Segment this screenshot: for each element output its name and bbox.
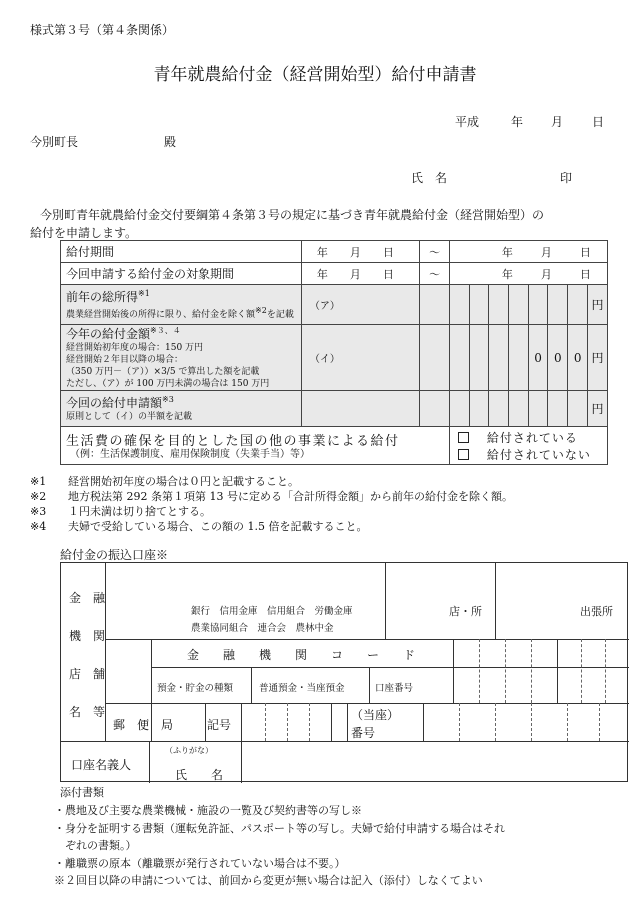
form-number: 様式第３号（第４条関係） — [30, 23, 175, 37]
period-tilde: 〜 — [420, 241, 450, 263]
date-era: 平成 — [455, 115, 480, 129]
amount-label-cell: 今年の給付金額$^{※3、4}$ 経営開始初年度の場合：150 万円 経営開始２年目以降の場合： （350 万円－（ア））×3/5 で算出した額を記載 ただし、（ア）が 100 万円未満の場合は 150 万円 — [61, 325, 302, 391]
period-label: 給付期間 — [61, 241, 302, 263]
option-not-received[interactable]: 給付されていない — [458, 446, 607, 463]
post-office-label: 郵 便 局 — [113, 718, 174, 732]
checkbox-icon[interactable] — [458, 449, 469, 460]
furigana-label: （ふりがな） — [165, 746, 213, 755]
digit-cell[interactable] — [420, 391, 450, 427]
attachment-item: ※２回目以降の申請については、前回から変更が無い場合は記入（添付）しなくてよい — [54, 874, 483, 887]
digit-cell[interactable] — [469, 391, 489, 427]
target-period-label: 今回申請する給付金の対象期間 — [61, 263, 302, 285]
income-label-cell: 前年の総所得$^{※1}$ 農業経営開始後の所得に限り、給付金を除く額$^{※2}$を記載 — [61, 285, 302, 325]
bango-label: 番号 — [351, 726, 376, 740]
amount-yen: 円 — [588, 325, 608, 391]
bank-left-label-2: 機 関 — [69, 629, 106, 643]
digit-cell[interactable] — [489, 391, 509, 427]
addressee-honorific: 殿 — [164, 135, 177, 149]
date-day[interactable]: 日 — [592, 115, 605, 129]
account-number-label: 口座番号 — [375, 683, 414, 694]
digit-cell[interactable] — [489, 325, 509, 391]
bank-code-label: 金 融 機 関 コ ー ド — [187, 648, 416, 662]
digit-cell[interactable] — [548, 391, 568, 427]
digit-cell[interactable] — [420, 285, 450, 325]
request-blank[interactable] — [301, 391, 419, 427]
bank-account-box — [60, 562, 628, 782]
bank-types-line-1: 銀行 信用金庫 信用組合 労働金庫 — [191, 606, 353, 617]
income-code: （ア） — [301, 285, 419, 325]
target-period-tilde: 〜 — [420, 263, 450, 285]
target-period-start[interactable]: 年 月 日 — [301, 263, 419, 285]
other-benefit-cell: 生活費の確保を目的とした国の他の事業による給付 （例：生活保護制度、雇用保険制度（失業手当）等） — [61, 427, 450, 465]
digit-cell[interactable] — [508, 325, 528, 391]
intro-line-2: 給付を申請します。 — [30, 226, 138, 240]
digit-cell[interactable] — [469, 325, 489, 391]
form-title: 青年就農給付金（経営開始型）給付申請書 — [153, 65, 477, 85]
zero-digit: 0 — [548, 325, 568, 391]
target-period-end[interactable]: 年 月 日 — [449, 263, 607, 285]
sub-branch-label: 出張所 — [580, 605, 613, 618]
branch-label: 店・所 — [449, 605, 482, 618]
digit-cell[interactable] — [449, 391, 469, 427]
attachments-list — [54, 802, 505, 890]
period-start[interactable]: 年 月 日 — [301, 241, 419, 263]
touza-label: （当座） — [351, 708, 400, 722]
period-end[interactable]: 年 月 日 — [449, 241, 607, 263]
deposit-type-value[interactable]: 普通預金・当座預金 — [259, 683, 345, 694]
option-received[interactable]: 給付されている — [458, 429, 607, 446]
seal-mark: 印 — [560, 171, 573, 185]
bank-left-label-3: 店 舗 — [69, 667, 106, 681]
digit-cell[interactable] — [568, 391, 588, 427]
digit-cell[interactable] — [489, 285, 509, 325]
addressee-name: 今別町長 — [30, 135, 79, 149]
digit-cell[interactable] — [420, 325, 450, 391]
digit-cell[interactable] — [568, 285, 588, 325]
benefit-options — [449, 427, 607, 465]
date-year[interactable]: 年 — [511, 115, 524, 129]
digit-cell[interactable] — [548, 285, 568, 325]
digit-cell[interactable] — [528, 391, 548, 427]
digit-cell[interactable] — [469, 285, 489, 325]
zero-digit: 0 — [528, 325, 548, 391]
kigo-label: 記号 — [207, 718, 232, 732]
bank-left-label-1: 金 融 — [69, 591, 106, 605]
digit-cell[interactable] — [449, 325, 469, 391]
attachment-item: ぞれの書類。） — [54, 839, 137, 852]
attachment-item: ・農地及び主要な農業機械・施設の一覧及び契約書等の写し※ — [54, 804, 362, 817]
digit-cell[interactable] — [508, 391, 528, 427]
attachment-item: ・身分を証明する書類（運転免許証、パスポート等の写し。夫婦で給付申請する場合はそれ — [54, 821, 505, 835]
checkbox-icon[interactable] — [458, 432, 469, 443]
applicant-name-label: 氏 名 — [411, 171, 448, 185]
holder-name-label: 氏 名 — [175, 768, 224, 782]
application-table — [60, 240, 608, 465]
amount-code: （イ） — [301, 325, 419, 391]
digit-cell[interactable] — [449, 285, 469, 325]
digit-cell[interactable] — [508, 285, 528, 325]
zero-digit: 0 — [568, 325, 588, 391]
deposit-type-label: 預金・貯金の種類 — [157, 683, 234, 694]
bank-types-line-2: 農業協同組合 連合会 農林中金 — [191, 623, 334, 634]
attachments-heading: 添付書類 — [60, 786, 104, 799]
bank-left-label-4: 名 等 — [69, 705, 106, 719]
bank-heading: 給付金の振込口座※ — [60, 548, 169, 562]
digit-cell[interactable] — [528, 285, 548, 325]
footnotes: ※1 経営開始初年度の場合は０円と記載すること。 ※2 地方税法第 292 条第１項第 13 号に定める「合計所得金額」から前年の給付金を除く額。 ※3 １円未満は切り捨てとする。 ※4 夫婦で受給している場合、この額の 1.5 倍を記載すること。 — [30, 475, 513, 533]
request-yen: 円 — [588, 391, 608, 427]
intro-line-1: 今別町青年就農給付金交付要綱第４条第３号の規定に基づき青年就農給付金（経営開始型）の — [40, 208, 545, 222]
attachment-item: ・離職票の原本（離職票が発行されていない場合は不要。） — [54, 856, 346, 870]
request-label-cell: 今回の給付申請額$^{※3}$ 原則として（イ）の半額を記載 — [61, 391, 302, 427]
account-holder-label: 口座名義人 — [71, 758, 132, 772]
date-month[interactable]: 月 — [551, 115, 564, 129]
income-yen: 円 — [588, 285, 608, 325]
